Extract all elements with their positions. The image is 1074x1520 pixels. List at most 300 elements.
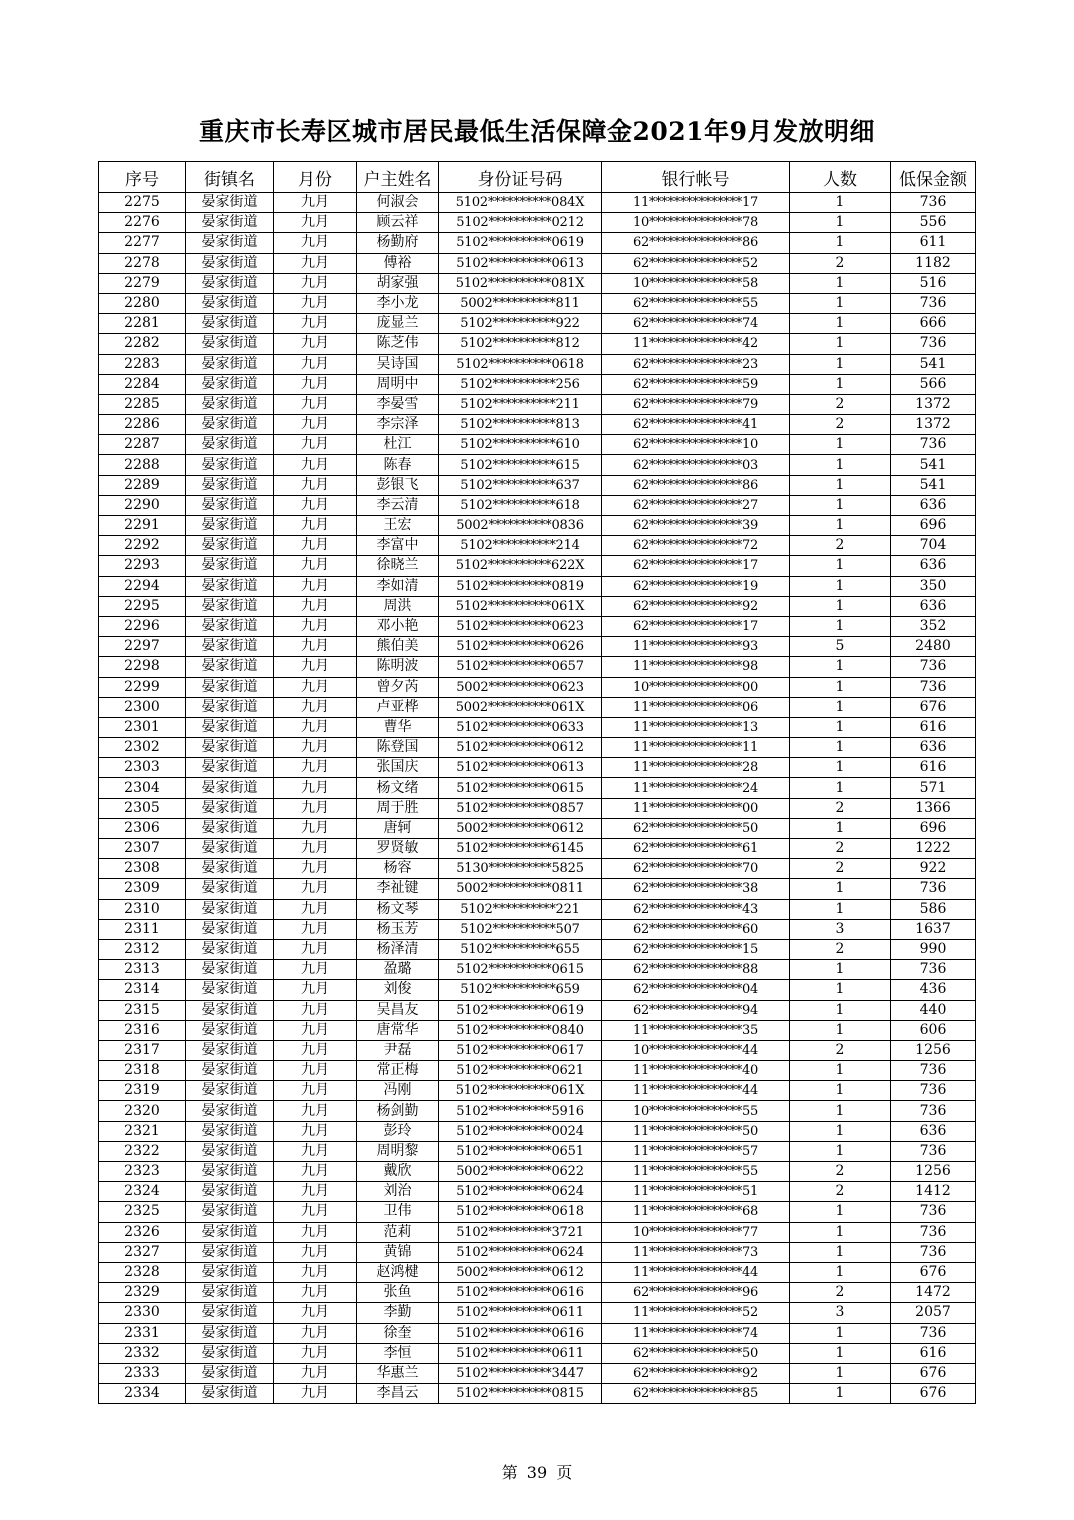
- cell-bank-account: 62***************55: [602, 293, 790, 313]
- cell-householder: 李宗泽: [357, 415, 439, 435]
- cell-street: 晏家街道: [186, 1020, 274, 1040]
- cell-seq: 2307: [99, 839, 186, 859]
- cell-seq: 2309: [99, 879, 186, 899]
- cell-householder: 杨文琴: [357, 899, 439, 919]
- cell-street: 晏家街道: [186, 758, 274, 778]
- cell-bank-account: 11***************28: [602, 758, 790, 778]
- table-row: [99, 738, 976, 758]
- cell-street: 晏家街道: [186, 556, 274, 576]
- table-row: [99, 556, 976, 576]
- cell-people-count: 1: [790, 657, 891, 677]
- cell-seq: 2328: [99, 1262, 186, 1282]
- cell-seq: 2327: [99, 1242, 186, 1262]
- cell-people-count: 1: [790, 1222, 891, 1242]
- cell-amount: 566: [891, 374, 976, 394]
- table-row: [99, 475, 976, 495]
- cell-id-number: 5002**********0811: [439, 879, 602, 899]
- cell-id-number: 5002**********0612: [439, 818, 602, 838]
- table-row: [99, 899, 976, 919]
- table-row: [99, 1081, 976, 1101]
- cell-people-count: 1: [790, 556, 891, 576]
- cell-people-count: 1: [790, 1081, 891, 1101]
- cell-people-count: 1: [790, 879, 891, 899]
- cell-amount: 666: [891, 314, 976, 334]
- cell-amount: 676: [891, 1363, 976, 1383]
- cell-month: 九月: [274, 1101, 357, 1121]
- cell-householder: 李祉键: [357, 879, 439, 899]
- cell-month: 九月: [274, 314, 357, 334]
- cell-amount: 1256: [891, 1040, 976, 1060]
- cell-id-number: 5102**********0624: [439, 1182, 602, 1202]
- cell-street: 晏家街道: [186, 859, 274, 879]
- cell-seq: 2287: [99, 435, 186, 455]
- cell-month: 九月: [274, 374, 357, 394]
- cell-month: 九月: [274, 980, 357, 1000]
- cell-amount: 676: [891, 697, 976, 717]
- cell-bank-account: 11***************35: [602, 1020, 790, 1040]
- cell-id-number: 5102**********0616: [439, 1323, 602, 1343]
- cell-month: 九月: [274, 596, 357, 616]
- cell-month: 九月: [274, 293, 357, 313]
- cell-id-number: 5102**********214: [439, 536, 602, 556]
- cell-street: 晏家街道: [186, 1303, 274, 1323]
- cell-street: 晏家街道: [186, 334, 274, 354]
- cell-bank-account: 11***************98: [602, 657, 790, 677]
- cell-month: 九月: [274, 253, 357, 273]
- cell-month: 九月: [274, 1363, 357, 1383]
- cell-id-number: 5102**********0615: [439, 960, 602, 980]
- cell-id-number: 5102**********0623: [439, 616, 602, 636]
- cell-id-number: 5102**********5916: [439, 1101, 602, 1121]
- cell-street: 晏家街道: [186, 1162, 274, 1182]
- cell-street: 晏家街道: [186, 394, 274, 414]
- cell-id-number: 5102**********061X: [439, 596, 602, 616]
- cell-month: 九月: [274, 193, 357, 213]
- table-row: [99, 1343, 976, 1363]
- cell-bank-account: 62***************39: [602, 516, 790, 536]
- cell-id-number: 5102**********084X: [439, 193, 602, 213]
- cell-seq: 2304: [99, 778, 186, 798]
- cell-street: 晏家街道: [186, 1384, 274, 1404]
- cell-bank-account: 62***************15: [602, 939, 790, 959]
- allowance-table: [98, 161, 976, 1404]
- cell-street: 晏家街道: [186, 879, 274, 899]
- cell-month: 九月: [274, 516, 357, 536]
- cell-month: 九月: [274, 415, 357, 435]
- cell-bank-account: 62***************92: [602, 1363, 790, 1383]
- table-row: [99, 616, 976, 636]
- header-bank-account: 银行帐号: [602, 162, 790, 193]
- cell-amount: 736: [891, 1081, 976, 1101]
- cell-seq: 2308: [99, 859, 186, 879]
- cell-people-count: 2: [790, 859, 891, 879]
- table-row: [99, 980, 976, 1000]
- cell-id-number: 5102**********655: [439, 939, 602, 959]
- cell-amount: 1182: [891, 253, 976, 273]
- cell-people-count: 5: [790, 637, 891, 657]
- table-row: [99, 576, 976, 596]
- cell-people-count: 1: [790, 616, 891, 636]
- cell-seq: 2294: [99, 576, 186, 596]
- cell-street: 晏家街道: [186, 1262, 274, 1282]
- cell-amount: 1372: [891, 415, 976, 435]
- cell-street: 晏家街道: [186, 475, 274, 495]
- cell-id-number: 5102**********922: [439, 314, 602, 334]
- cell-amount: 616: [891, 717, 976, 737]
- cell-seq: 2296: [99, 616, 186, 636]
- cell-bank-account: 10***************00: [602, 677, 790, 697]
- cell-id-number: 5130**********5825: [439, 859, 602, 879]
- cell-id-number: 5102**********813: [439, 415, 602, 435]
- cell-bank-account: 62***************17: [602, 556, 790, 576]
- cell-householder: 杨泽清: [357, 939, 439, 959]
- cell-street: 晏家街道: [186, 1121, 274, 1141]
- cell-bank-account: 11***************42: [602, 334, 790, 354]
- table-row: [99, 1182, 976, 1202]
- cell-seq: 2319: [99, 1081, 186, 1101]
- cell-seq: 2330: [99, 1303, 186, 1323]
- cell-id-number: 5102**********659: [439, 980, 602, 1000]
- table-row: [99, 919, 976, 939]
- cell-people-count: 1: [790, 354, 891, 374]
- cell-bank-account: 10***************55: [602, 1101, 790, 1121]
- cell-people-count: 2: [790, 536, 891, 556]
- cell-amount: 1222: [891, 839, 976, 859]
- cell-street: 晏家街道: [186, 1283, 274, 1303]
- cell-householder: 邓小艳: [357, 616, 439, 636]
- cell-month: 九月: [274, 1081, 357, 1101]
- cell-people-count: 2: [790, 415, 891, 435]
- cell-householder: 李小龙: [357, 293, 439, 313]
- cell-bank-account: 62***************50: [602, 818, 790, 838]
- table-row: [99, 1061, 976, 1081]
- cell-householder: 周明中: [357, 374, 439, 394]
- cell-seq: 2302: [99, 738, 186, 758]
- cell-id-number: 5102**********256: [439, 374, 602, 394]
- cell-amount: 1412: [891, 1182, 976, 1202]
- cell-id-number: 5102**********0840: [439, 1020, 602, 1040]
- cell-people-count: 1: [790, 778, 891, 798]
- cell-seq: 2303: [99, 758, 186, 778]
- cell-id-number: 5102**********3447: [439, 1363, 602, 1383]
- cell-seq: 2322: [99, 1141, 186, 1161]
- cell-bank-account: 62***************96: [602, 1283, 790, 1303]
- cell-people-count: 1: [790, 516, 891, 536]
- cell-people-count: 1: [790, 314, 891, 334]
- cell-householder: 华惠兰: [357, 1363, 439, 1383]
- cell-seq: 2289: [99, 475, 186, 495]
- cell-bank-account: 11***************55: [602, 1162, 790, 1182]
- cell-month: 九月: [274, 1121, 357, 1141]
- cell-street: 晏家街道: [186, 536, 274, 556]
- cell-people-count: 1: [790, 495, 891, 515]
- cell-amount: 541: [891, 455, 976, 475]
- cell-bank-account: 62***************23: [602, 354, 790, 374]
- cell-amount: 736: [891, 1242, 976, 1262]
- cell-amount: 556: [891, 213, 976, 233]
- cell-month: 九月: [274, 273, 357, 293]
- cell-bank-account: 11***************93: [602, 637, 790, 657]
- cell-month: 九月: [274, 677, 357, 697]
- cell-amount: 516: [891, 273, 976, 293]
- cell-amount: 676: [891, 1384, 976, 1404]
- cell-month: 九月: [274, 354, 357, 374]
- cell-bank-account: 11***************06: [602, 697, 790, 717]
- cell-id-number: 5002**********0622: [439, 1162, 602, 1182]
- cell-people-count: 1: [790, 697, 891, 717]
- cell-month: 九月: [274, 1202, 357, 1222]
- table-row: [99, 960, 976, 980]
- cell-people-count: 1: [790, 475, 891, 495]
- table-row: [99, 677, 976, 697]
- cell-people-count: 1: [790, 818, 891, 838]
- cell-amount: 736: [891, 1101, 976, 1121]
- cell-street: 晏家街道: [186, 960, 274, 980]
- table-row: [99, 374, 976, 394]
- cell-amount: 541: [891, 354, 976, 374]
- table-row: [99, 1141, 976, 1161]
- cell-street: 晏家街道: [186, 1101, 274, 1121]
- cell-people-count: 3: [790, 1303, 891, 1323]
- cell-month: 九月: [274, 778, 357, 798]
- cell-month: 九月: [274, 899, 357, 919]
- cell-householder: 陈春: [357, 455, 439, 475]
- cell-seq: 2277: [99, 233, 186, 253]
- table-row: [99, 334, 976, 354]
- table-row: [99, 455, 976, 475]
- header-seq: 序号: [99, 162, 186, 193]
- cell-people-count: 1: [790, 193, 891, 213]
- cell-people-count: 1: [790, 1384, 891, 1404]
- table-row: [99, 1323, 976, 1343]
- cell-street: 晏家街道: [186, 576, 274, 596]
- cell-amount: 350: [891, 576, 976, 596]
- table-row: [99, 657, 976, 677]
- cell-month: 九月: [274, 1040, 357, 1060]
- cell-street: 晏家街道: [186, 374, 274, 394]
- cell-street: 晏家街道: [186, 818, 274, 838]
- cell-street: 晏家街道: [186, 919, 274, 939]
- cell-people-count: 1: [790, 980, 891, 1000]
- cell-householder: 周于胜: [357, 798, 439, 818]
- cell-month: 九月: [274, 334, 357, 354]
- header-month: 月份: [274, 162, 357, 193]
- page-number: 第 39 页: [501, 1463, 573, 1482]
- cell-bank-account: 10***************77: [602, 1222, 790, 1242]
- cell-people-count: 1: [790, 677, 891, 697]
- cell-people-count: 2: [790, 798, 891, 818]
- cell-people-count: 2: [790, 394, 891, 414]
- cell-people-count: 2: [790, 1162, 891, 1182]
- cell-bank-account: 62***************74: [602, 314, 790, 334]
- cell-householder: 徐奎: [357, 1323, 439, 1343]
- cell-id-number: 5002**********0623: [439, 677, 602, 697]
- cell-amount: 1472: [891, 1283, 976, 1303]
- cell-householder: 吴昌友: [357, 1000, 439, 1020]
- cell-bank-account: 62***************10: [602, 435, 790, 455]
- cell-bank-account: 10***************58: [602, 273, 790, 293]
- cell-bank-account: 62***************41: [602, 415, 790, 435]
- table-row: [99, 758, 976, 778]
- cell-people-count: 1: [790, 738, 891, 758]
- cell-bank-account: 62***************60: [602, 919, 790, 939]
- cell-month: 九月: [274, 1000, 357, 1020]
- cell-street: 晏家街道: [186, 596, 274, 616]
- cell-people-count: 1: [790, 213, 891, 233]
- cell-month: 九月: [274, 1061, 357, 1081]
- cell-seq: 2317: [99, 1040, 186, 1060]
- cell-seq: 2311: [99, 919, 186, 939]
- cell-seq: 2315: [99, 1000, 186, 1020]
- table-row: [99, 273, 976, 293]
- cell-amount: 990: [891, 939, 976, 959]
- cell-householder: 刘治: [357, 1182, 439, 1202]
- cell-householder: 杨勤府: [357, 233, 439, 253]
- cell-street: 晏家街道: [186, 939, 274, 959]
- cell-month: 九月: [274, 960, 357, 980]
- cell-street: 晏家街道: [186, 293, 274, 313]
- cell-people-count: 1: [790, 960, 891, 980]
- cell-id-number: 5102**********221: [439, 899, 602, 919]
- cell-bank-account: 62***************17: [602, 616, 790, 636]
- cell-seq: 2298: [99, 657, 186, 677]
- cell-people-count: 1: [790, 334, 891, 354]
- cell-id-number: 5102**********0619: [439, 233, 602, 253]
- cell-street: 晏家街道: [186, 1363, 274, 1383]
- cell-amount: 676: [891, 1262, 976, 1282]
- cell-people-count: 2: [790, 1283, 891, 1303]
- cell-seq: 2285: [99, 394, 186, 414]
- cell-street: 晏家街道: [186, 1343, 274, 1363]
- cell-month: 九月: [274, 919, 357, 939]
- cell-householder: 王宏: [357, 516, 439, 536]
- cell-id-number: 5002**********0612: [439, 1262, 602, 1282]
- cell-street: 晏家街道: [186, 697, 274, 717]
- cell-id-number: 5102**********0617: [439, 1040, 602, 1060]
- cell-bank-account: 62***************86: [602, 233, 790, 253]
- cell-householder: 卫伟: [357, 1202, 439, 1222]
- cell-id-number: 5102**********0618: [439, 1202, 602, 1222]
- cell-people-count: 1: [790, 1061, 891, 1081]
- cell-householder: 杨剑勤: [357, 1101, 439, 1121]
- cell-month: 九月: [274, 1283, 357, 1303]
- cell-bank-account: 62***************19: [602, 576, 790, 596]
- cell-amount: 586: [891, 899, 976, 919]
- cell-street: 晏家街道: [186, 415, 274, 435]
- table-row: [99, 637, 976, 657]
- cell-people-count: 1: [790, 1141, 891, 1161]
- cell-householder: 彭玲: [357, 1121, 439, 1141]
- cell-people-count: 1: [790, 233, 891, 253]
- table-row: [99, 293, 976, 313]
- table-row: [99, 1162, 976, 1182]
- cell-householder: 陈芝伟: [357, 334, 439, 354]
- cell-month: 九月: [274, 475, 357, 495]
- table-row: [99, 213, 976, 233]
- cell-street: 晏家街道: [186, 738, 274, 758]
- cell-amount: 541: [891, 475, 976, 495]
- table-row: [99, 1283, 976, 1303]
- cell-seq: 2316: [99, 1020, 186, 1040]
- cell-street: 晏家街道: [186, 1182, 274, 1202]
- cell-householder: 熊伯美: [357, 637, 439, 657]
- cell-amount: 1637: [891, 919, 976, 939]
- cell-id-number: 5102**********0619: [439, 1000, 602, 1020]
- table-row: [99, 1040, 976, 1060]
- cell-people-count: 1: [790, 1101, 891, 1121]
- table-row: [99, 314, 976, 334]
- cell-bank-account: 11***************73: [602, 1242, 790, 1262]
- cell-bank-account: 10***************78: [602, 213, 790, 233]
- cell-householder: 盈璐: [357, 960, 439, 980]
- cell-people-count: 2: [790, 839, 891, 859]
- cell-amount: 636: [891, 495, 976, 515]
- cell-id-number: 5102**********0616: [439, 1283, 602, 1303]
- cell-bank-account: 62***************61: [602, 839, 790, 859]
- cell-id-number: 5102**********622X: [439, 556, 602, 576]
- cell-householder: 胡家强: [357, 273, 439, 293]
- table-row: [99, 253, 976, 273]
- cell-bank-account: 62***************72: [602, 536, 790, 556]
- cell-bank-account: 62***************43: [602, 899, 790, 919]
- cell-street: 晏家街道: [186, 1242, 274, 1262]
- cell-householder: 尹磊: [357, 1040, 439, 1060]
- table-row: [99, 193, 976, 213]
- cell-amount: 636: [891, 556, 976, 576]
- table-row: [99, 879, 976, 899]
- cell-householder: 赵鸿楗: [357, 1262, 439, 1282]
- cell-bank-account: 11***************40: [602, 1061, 790, 1081]
- cell-id-number: 5102**********0819: [439, 576, 602, 596]
- cell-seq: 2291: [99, 516, 186, 536]
- cell-id-number: 5102**********6145: [439, 839, 602, 859]
- cell-people-count: 1: [790, 717, 891, 737]
- cell-street: 晏家街道: [186, 899, 274, 919]
- cell-seq: 2324: [99, 1182, 186, 1202]
- cell-seq: 2283: [99, 354, 186, 374]
- cell-householder: 彭银飞: [357, 475, 439, 495]
- cell-month: 九月: [274, 1242, 357, 1262]
- cell-people-count: 1: [790, 1020, 891, 1040]
- header-people-count: 人数: [790, 162, 891, 193]
- cell-amount: 2057: [891, 1303, 976, 1323]
- cell-amount: 736: [891, 1202, 976, 1222]
- cell-street: 晏家街道: [186, 193, 274, 213]
- cell-amount: 696: [891, 516, 976, 536]
- cell-id-number: 5102**********618: [439, 495, 602, 515]
- cell-month: 九月: [274, 939, 357, 959]
- cell-amount: 616: [891, 1343, 976, 1363]
- cell-householder: 戴欣: [357, 1162, 439, 1182]
- cell-seq: 2334: [99, 1384, 186, 1404]
- cell-amount: 440: [891, 1000, 976, 1020]
- cell-householder: 周洪: [357, 596, 439, 616]
- cell-bank-account: 62***************85: [602, 1384, 790, 1404]
- cell-seq: 2297: [99, 637, 186, 657]
- cell-id-number: 5102**********0657: [439, 657, 602, 677]
- cell-people-count: 1: [790, 374, 891, 394]
- cell-bank-account: 62***************92: [602, 596, 790, 616]
- header-householder: 户主姓名: [357, 162, 439, 193]
- cell-people-count: 1: [790, 455, 891, 475]
- cell-street: 晏家街道: [186, 1323, 274, 1343]
- cell-seq: 2323: [99, 1162, 186, 1182]
- cell-seq: 2295: [99, 596, 186, 616]
- cell-id-number: 5102**********0626: [439, 637, 602, 657]
- cell-householder: 李昌云: [357, 1384, 439, 1404]
- cell-street: 晏家街道: [186, 455, 274, 475]
- cell-seq: 2306: [99, 818, 186, 838]
